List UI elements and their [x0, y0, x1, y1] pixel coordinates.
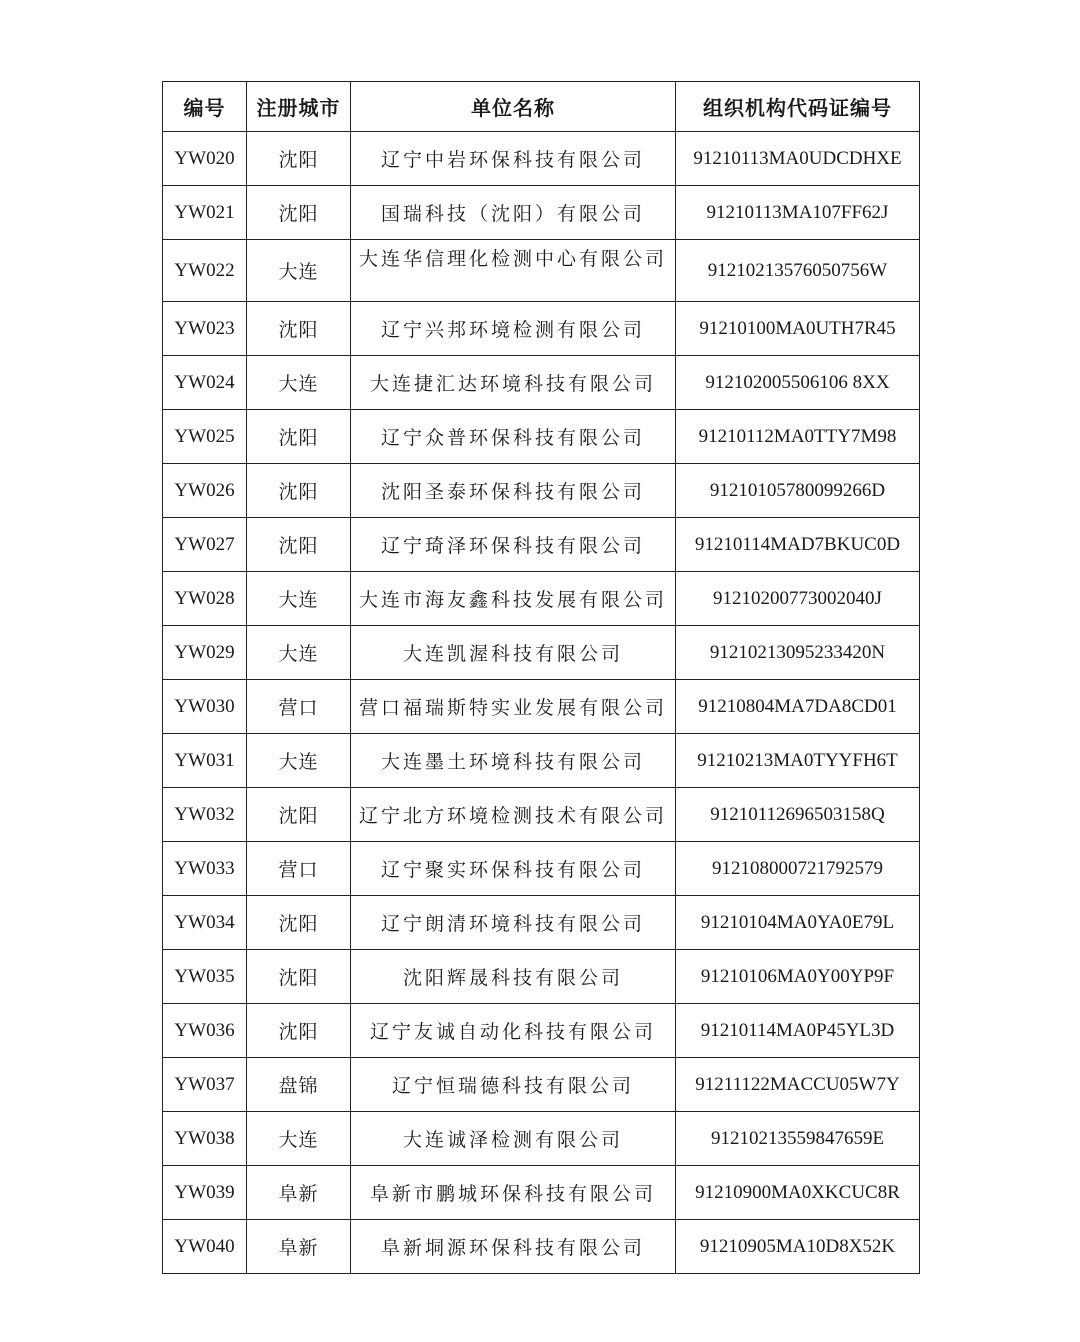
table-row: [163, 680, 920, 734]
cell-city: 沈阳: [247, 410, 351, 464]
cell-city: 大连: [247, 356, 351, 410]
cell-name: 营口福瑞斯特实业发展有限公司: [351, 680, 676, 734]
cell-code: 91211122MACCU05W7Y: [676, 1058, 920, 1112]
table-row: [163, 788, 920, 842]
table-row: [163, 842, 920, 896]
cell-city: 沈阳: [247, 788, 351, 842]
cell-city: 沈阳: [247, 518, 351, 572]
cell-name: 阜新市鹏城环保科技有限公司: [351, 1166, 676, 1220]
table-row: [163, 240, 920, 302]
cell-code: 91210213576050756W: [676, 240, 920, 302]
cell-city: 大连: [247, 626, 351, 680]
cell-city: 盘锦: [247, 1058, 351, 1112]
header-city: 注册城市: [247, 82, 351, 132]
cell-name: 辽宁友诚自动化科技有限公司: [351, 1004, 676, 1058]
cell-name: 辽宁众普环保科技有限公司: [351, 410, 676, 464]
table-row: [163, 1166, 920, 1220]
cell-code: 91210804MA7DA8CD01: [676, 680, 920, 734]
cell-code: 91210100MA0UTH7R45: [676, 302, 920, 356]
table-row: [163, 186, 920, 240]
cell-code: 91210213559847659E: [676, 1112, 920, 1166]
table-row: [163, 132, 920, 186]
table-row: [163, 518, 920, 572]
cell-city: 营口: [247, 680, 351, 734]
cell-code: 91210112696503158Q: [676, 788, 920, 842]
cell-id: YW020: [163, 132, 247, 186]
header-name: 单位名称: [351, 82, 676, 132]
cell-code: 91210114MA0P45YL3D: [676, 1004, 920, 1058]
cell-code: 912102005506106 8XX: [676, 356, 920, 410]
cell-name: 大连诚泽检测有限公司: [351, 1112, 676, 1166]
cell-city: 沈阳: [247, 302, 351, 356]
table-row: [163, 1112, 920, 1166]
table-row: [163, 896, 920, 950]
table-row: [163, 1058, 920, 1112]
cell-id: YW040: [163, 1220, 247, 1274]
cell-id: YW031: [163, 734, 247, 788]
cell-id: YW035: [163, 950, 247, 1004]
cell-code: 91210905MA10D8X52K: [676, 1220, 920, 1274]
cell-id: YW036: [163, 1004, 247, 1058]
cell-city: 沈阳: [247, 132, 351, 186]
cell-city: 大连: [247, 572, 351, 626]
cell-id: YW026: [163, 464, 247, 518]
cell-city: 大连: [247, 1112, 351, 1166]
cell-code: 91210213MA0TYYFH6T: [676, 734, 920, 788]
cell-id: YW038: [163, 1112, 247, 1166]
table-header-row: [163, 82, 920, 132]
cell-id: YW027: [163, 518, 247, 572]
table-row: [163, 1220, 920, 1274]
cell-code: 91210113MA0UDCDHXE: [676, 132, 920, 186]
cell-name: 大连华信理化检测中心有限公司: [351, 240, 676, 302]
cell-name: 辽宁兴邦环境检测有限公司: [351, 302, 676, 356]
cell-id: YW037: [163, 1058, 247, 1112]
cell-id: YW033: [163, 842, 247, 896]
cell-name: 阜新垌源环保科技有限公司: [351, 1220, 676, 1274]
table-row: [163, 464, 920, 518]
cell-name: 辽宁北方环境检测技术有限公司: [351, 788, 676, 842]
cell-code: 91210900MA0XKCUC8R: [676, 1166, 920, 1220]
cell-id: YW029: [163, 626, 247, 680]
cell-code: 91210106MA0Y00YP9F: [676, 950, 920, 1004]
cell-name: 大连凯渥科技有限公司: [351, 626, 676, 680]
table-row: [163, 734, 920, 788]
table-row: [163, 1004, 920, 1058]
table-row: [163, 356, 920, 410]
cell-name: 辽宁朗清环境科技有限公司: [351, 896, 676, 950]
cell-city: 沈阳: [247, 1004, 351, 1058]
cell-city: 大连: [247, 734, 351, 788]
cell-city: 沈阳: [247, 896, 351, 950]
cell-id: YW034: [163, 896, 247, 950]
cell-name: 辽宁琦泽环保科技有限公司: [351, 518, 676, 572]
cell-id: YW023: [163, 302, 247, 356]
cell-id: YW022: [163, 240, 247, 302]
cell-code: 91210104MA0YA0E79L: [676, 896, 920, 950]
header-code: 组织机构代码证编号: [676, 82, 920, 132]
cell-city: 阜新: [247, 1220, 351, 1274]
cell-code: 91210213095233420N: [676, 626, 920, 680]
cell-id: YW021: [163, 186, 247, 240]
table-row: [163, 572, 920, 626]
cell-name: 沈阳辉晟科技有限公司: [351, 950, 676, 1004]
cell-code: 91210105780099266D: [676, 464, 920, 518]
cell-code: 91210113MA107FF62J: [676, 186, 920, 240]
cell-city: 沈阳: [247, 464, 351, 518]
cell-name: 大连墨土环境科技有限公司: [351, 734, 676, 788]
cell-code: 91210200773002040J: [676, 572, 920, 626]
cell-name: 大连市海友鑫科技发展有限公司: [351, 572, 676, 626]
cell-city: 营口: [247, 842, 351, 896]
table-row: [163, 950, 920, 1004]
cell-id: YW024: [163, 356, 247, 410]
cell-code: 91210112MA0TTY7M98: [676, 410, 920, 464]
cell-name: 国瑞科技（沈阳）有限公司: [351, 186, 676, 240]
cell-id: YW028: [163, 572, 247, 626]
cell-name: 辽宁中岩环保科技有限公司: [351, 132, 676, 186]
cell-id: YW030: [163, 680, 247, 734]
header-id: 编号: [163, 82, 247, 132]
cell-city: 沈阳: [247, 186, 351, 240]
table-row: [163, 626, 920, 680]
cell-id: YW032: [163, 788, 247, 842]
cell-name: 辽宁恒瑞德科技有限公司: [351, 1058, 676, 1112]
cell-name: 辽宁聚实环保科技有限公司: [351, 842, 676, 896]
registry-table: [162, 81, 920, 1274]
cell-id: YW025: [163, 410, 247, 464]
cell-city: 阜新: [247, 1166, 351, 1220]
cell-code: 912108000721792579: [676, 842, 920, 896]
cell-name: 沈阳圣泰环保科技有限公司: [351, 464, 676, 518]
cell-code: 91210114MAD7BKUC0D: [676, 518, 920, 572]
table-row: [163, 410, 920, 464]
cell-city: 大连: [247, 240, 351, 302]
cell-id: YW039: [163, 1166, 247, 1220]
cell-name: 大连捷汇达环境科技有限公司: [351, 356, 676, 410]
table-row: [163, 302, 920, 356]
cell-city: 沈阳: [247, 950, 351, 1004]
